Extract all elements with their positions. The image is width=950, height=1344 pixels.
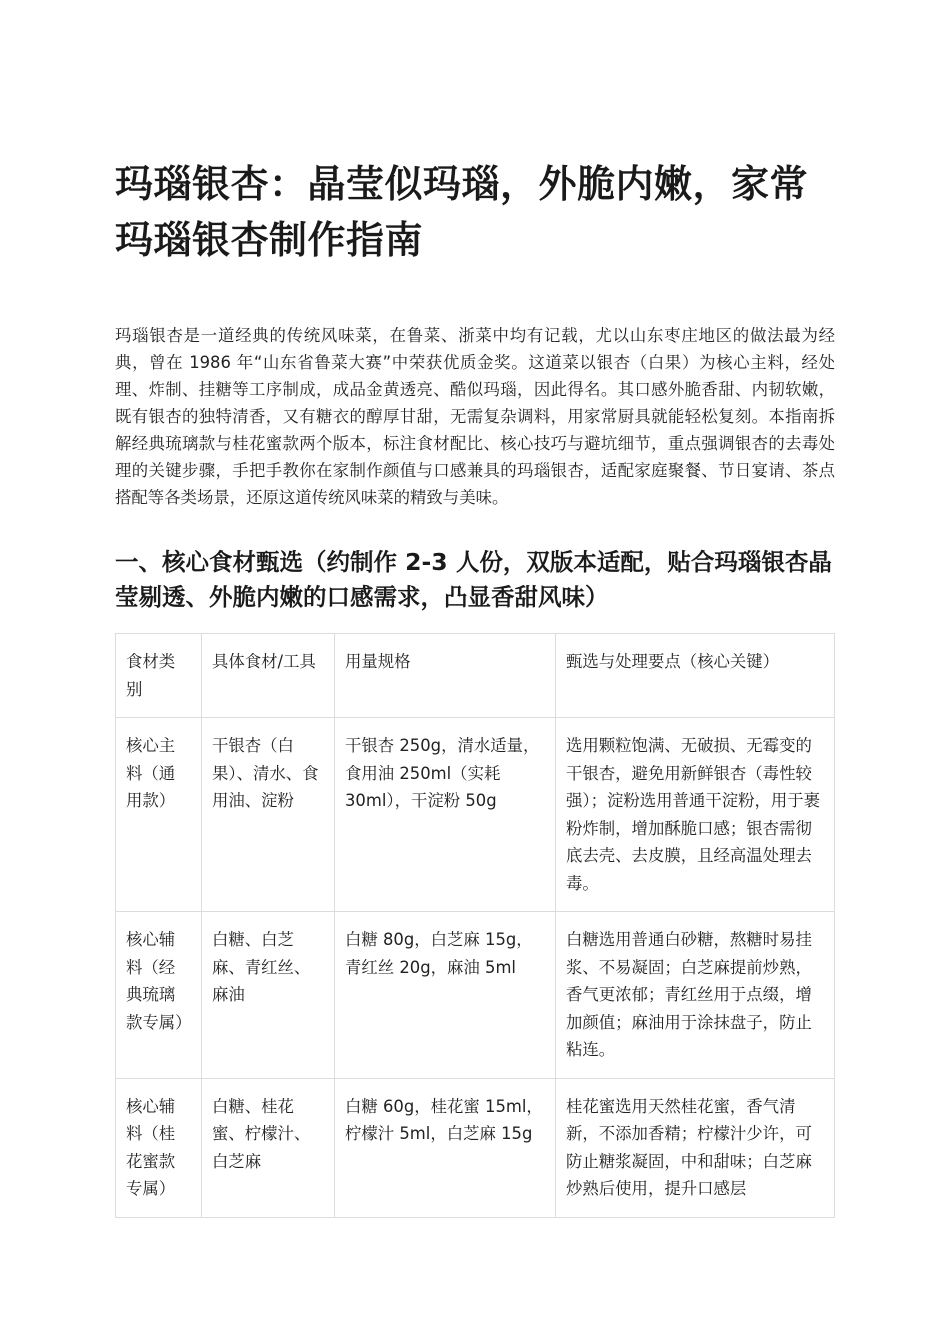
table-header-cell: 具体食材/工具 [202,634,335,718]
section-heading: 一、核心食材甄选（约制作 2-3 人份，双版本适配，贴合玛瑙银杏晶莹剔透、外脆内嫩的口感需求，凸显香甜风味） [115,548,832,611]
ingredient-table [115,633,835,1218]
table-header-cell: 甄选与处理要点（核心关键） [556,634,835,718]
table-cell: 核心辅料（经典琉璃款专属） [116,912,202,1079]
table-row [116,1078,835,1217]
table-cell: 干银杏（白果）、清水、食用油、淀粉 [202,718,335,912]
table-cell: 白糖选用普通白砂糖，熬糖时易挂浆、不易凝固；白芝麻提前炒熟，香气更浓郁；青红丝用于点缀，增加颜值；麻油用于涂抹盘子，防止粘连。 [556,912,835,1079]
table-cell: 白糖、桂花蜜、柠檬汁、白芝麻 [202,1078,335,1217]
table-header-cell: 食材类别 [116,634,202,718]
table-cell: 核心辅料（桂花蜜款专属） [116,1078,202,1217]
table-header-cell: 用量规格 [335,634,556,718]
table-cell: 白糖 60g，桂花蜜 15ml，柠檬汁 5ml，白芝麻 15g [335,1078,556,1217]
table-cell: 白糖、白芝麻、青红丝、麻油 [202,912,335,1079]
table-cell: 白糖 80g，白芝麻 15g，青红丝 20g，麻油 5ml [335,912,556,1079]
intro-paragraph: 玛瑙银杏是一道经典的传统风味菜，在鲁菜、浙菜中均有记载，尤以山东枣庄地区的做法最为经典，曾在 1986 年“山东省鲁菜大赛”中荣获优质金奖。这道菜以银杏（白果）为核心主料，经处理、炸制、挂糖等工序制成，成品金黄透亮、酷似玛瑙，因此得名。其口感外脆香甜、内韧软嫩，既有银杏的独特清香，又有糖衣的醇厚甘甜，无需复杂调料，用家常厨具就能轻松复刻。本指南拆解经典琉璃款与桂花蜜款两个版本，标注食材配比、核心技巧与避坑细节，重点强调银杏的去毒处理的关键步骤，手把手教你在家制作颜值与口感兼具的玛瑙银杏，适配家庭聚餐、节日宴请、茶点搭配等各类场景，还原这道传统风味菜的精致与美味。 [115,326,835,507]
table-cell: 选用颗粒饱满、无破损、无霉变的干银杏，避免用新鲜银杏（毒性较强）；淀粉选用普通干淀粉，用于裹粉炸制，增加酥脆口感；银杏需彻底去壳、去皮膜，且经高温处理去毒。 [556,718,835,912]
table-cell: 桂花蜜选用天然桂花蜜，香气清新，不添加香精；柠檬汁少许，可防止糖浆凝固，中和甜味；白芝麻炒熟后使用，提升口感层 [556,1078,835,1217]
table-header-row [116,634,835,718]
table-cell: 干银杏 250g，清水适量，食用油 250ml（实耗 30ml），干淀粉 50g [335,718,556,912]
table-row [116,718,835,912]
page-title: 玛瑙银杏：晶莹似玛瑙，外脆内嫩，家常玛瑙银杏制作指南 [115,162,809,262]
table-row [116,912,835,1079]
table-cell: 核心主料（通用款） [116,718,202,912]
